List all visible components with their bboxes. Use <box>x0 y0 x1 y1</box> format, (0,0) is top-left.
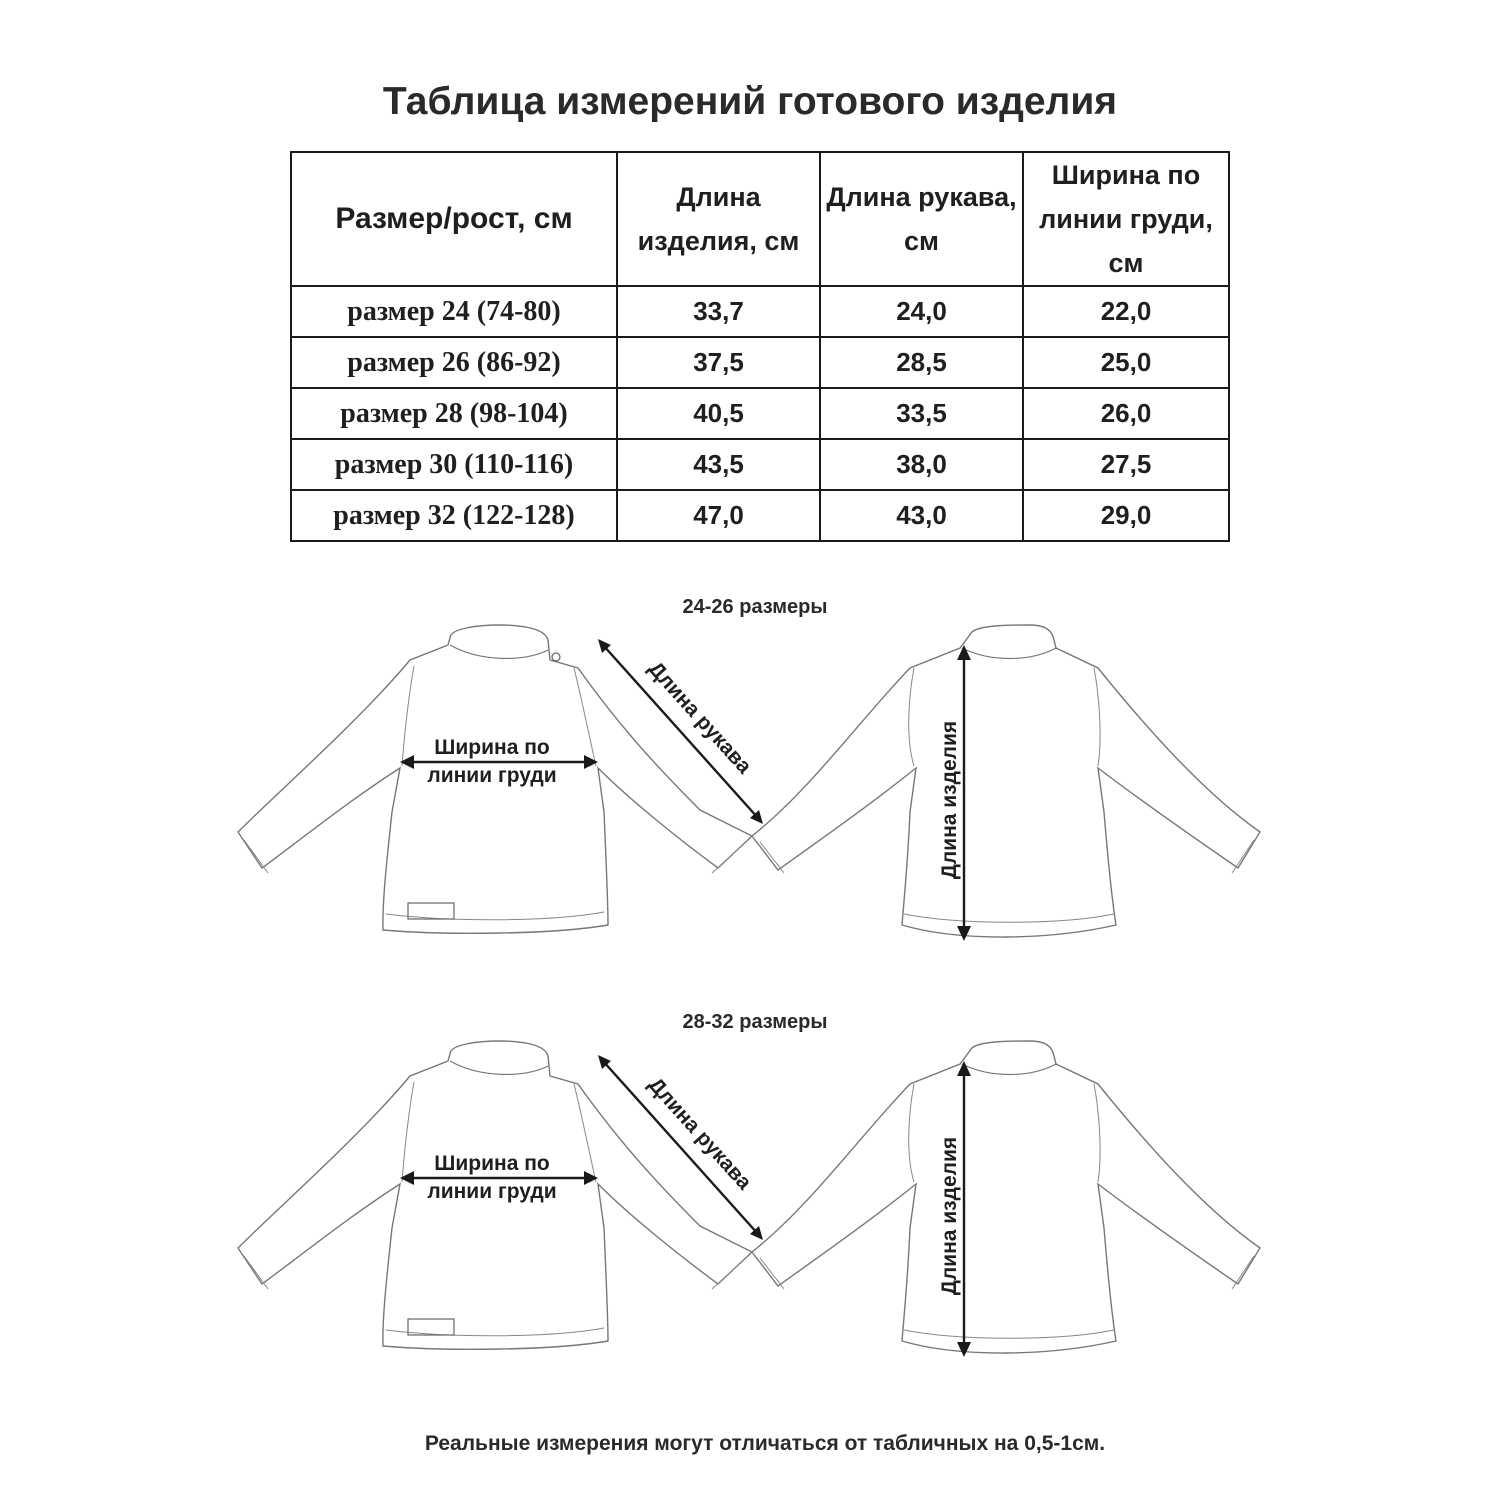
length-cell: 37,5 <box>617 337 820 388</box>
header-sleeve: Длина рукава, см <box>820 152 1023 286</box>
sleeve-cell: 28,5 <box>820 337 1023 388</box>
button-icon <box>552 653 560 661</box>
length-cell: 40,5 <box>617 388 820 439</box>
sleeve-label: Длина рукава <box>643 657 756 779</box>
size-cell: размер 24 (74-80) <box>291 286 617 337</box>
header-size: Размер/рост, см <box>291 152 617 286</box>
diagram-heading-small: 24-26 размеры <box>682 596 828 618</box>
chest-cell: 29,0 <box>1023 490 1229 541</box>
chest-cell: 26,0 <box>1023 388 1229 439</box>
sleeve-cell: 43,0 <box>820 490 1023 541</box>
sleeve-label: Длина рукава <box>643 1073 756 1195</box>
diagram-small-sizes <box>238 625 1260 941</box>
back-shirt-sketch <box>752 1041 1260 1353</box>
header-chest: Ширина по линии груди, см <box>1023 152 1229 286</box>
chest-label-line2: линии груди <box>427 764 557 787</box>
footnote: Реальные измерения могут отличаться от табличных на 0,5-1см. <box>424 1432 1106 1455</box>
length-cell: 43,5 <box>617 439 820 490</box>
chest-label-line1: Ширина по <box>434 736 550 759</box>
back-shirt-sketch <box>752 625 1260 937</box>
size-cell: размер 30 (110-116) <box>291 439 617 490</box>
page-title: Таблица измерений готового изделия <box>382 80 1118 123</box>
sleeve-cell: 33,5 <box>820 388 1023 439</box>
size-cell: размер 28 (98-104) <box>291 388 617 439</box>
chest-cell: 27,5 <box>1023 439 1229 490</box>
sleeve-cell: 24,0 <box>820 286 1023 337</box>
chest-label-line1: Ширина по <box>434 1152 550 1175</box>
size-cell: размер 32 (122-128) <box>291 490 617 541</box>
length-cell: 33,7 <box>617 286 820 337</box>
length-label: Длина изделия <box>938 1136 961 1296</box>
size-cell: размер 26 (86-92) <box>291 337 617 388</box>
length-label: Длина изделия <box>938 720 961 880</box>
sleeve-cell: 38,0 <box>820 439 1023 490</box>
chest-label-line2: линии груди <box>427 1180 557 1203</box>
diagram-heading-large: 28-32 размеры <box>682 1011 828 1033</box>
diagram-large-sizes <box>238 1041 1260 1357</box>
chest-cell: 22,0 <box>1023 286 1229 337</box>
header-length: Длина изделия, см <box>617 152 820 286</box>
length-cell: 47,0 <box>617 490 820 541</box>
chest-cell: 25,0 <box>1023 337 1229 388</box>
